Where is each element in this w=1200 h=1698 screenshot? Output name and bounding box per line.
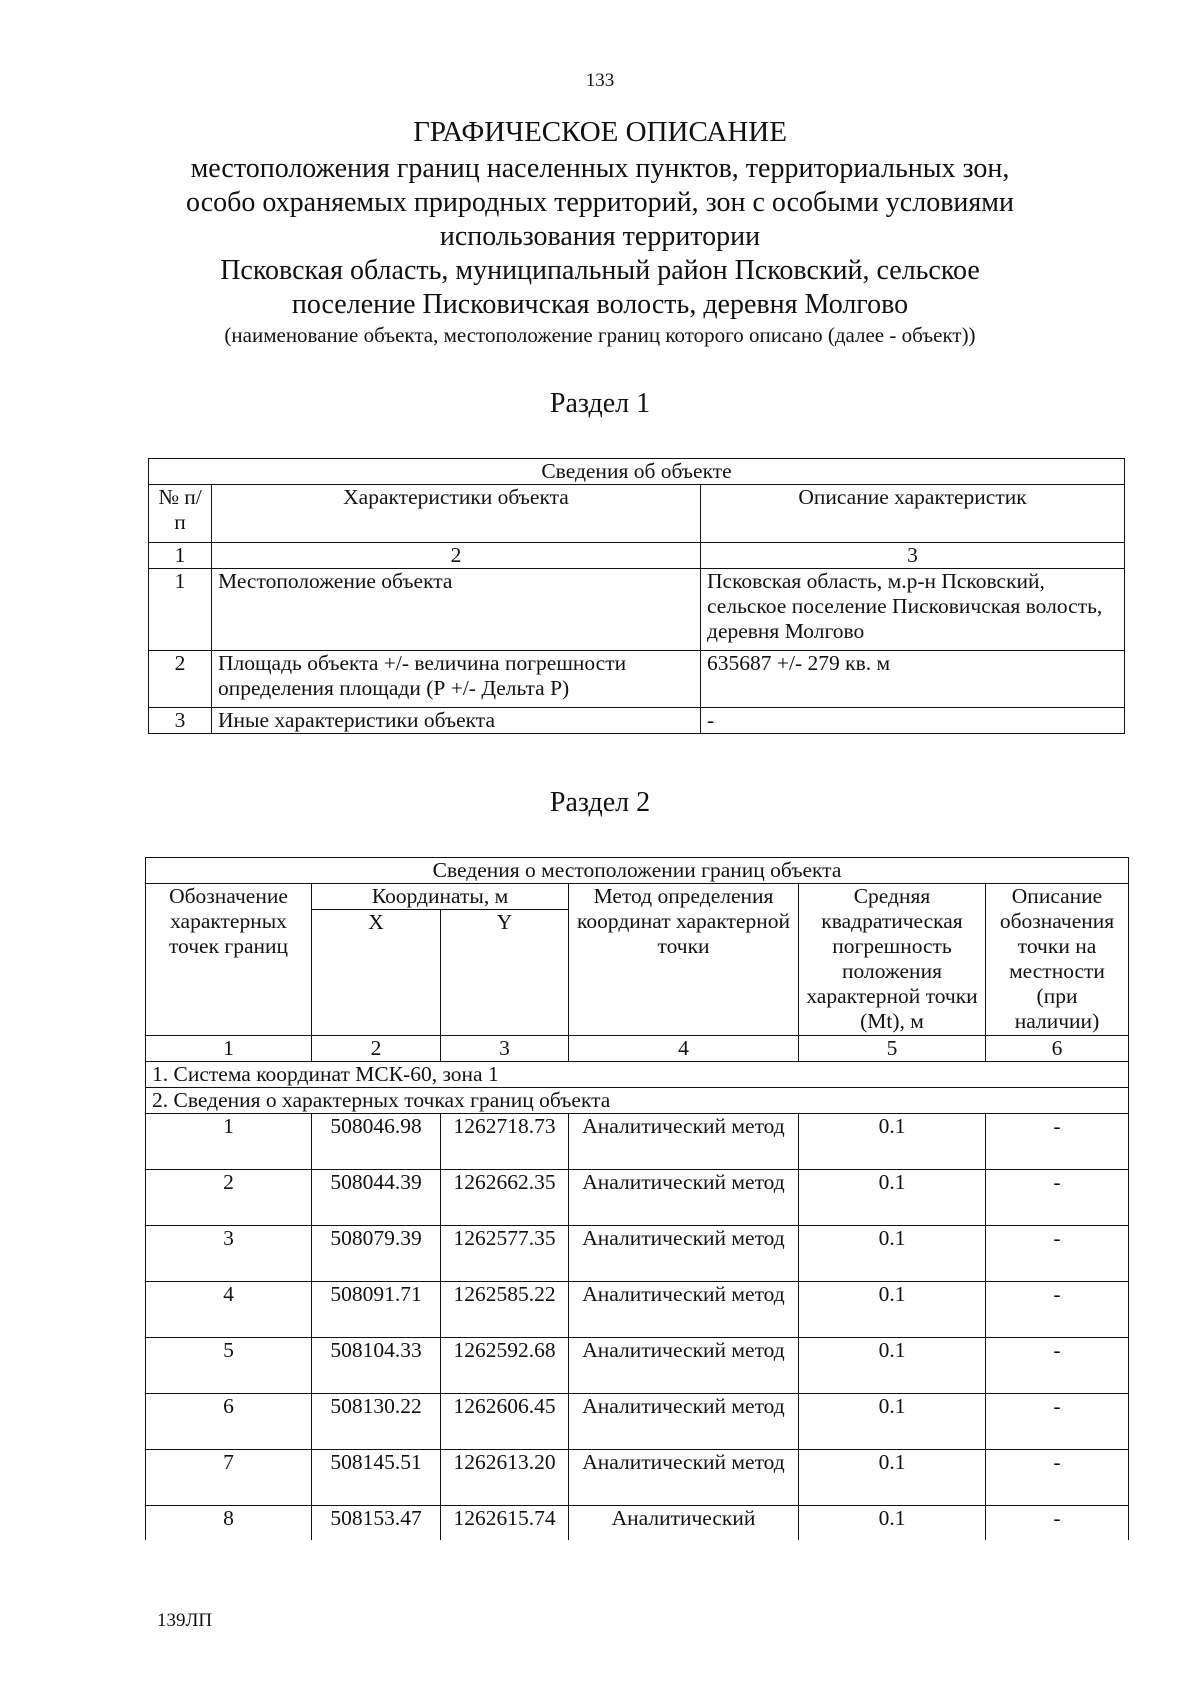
row-number: 2 [149, 651, 212, 708]
table-row [146, 1282, 1129, 1338]
col-number: 3 [441, 1036, 569, 1062]
point-number: 5 [146, 1338, 312, 1394]
point-number: 2 [146, 1170, 312, 1226]
point-y: 1262662.35 [441, 1170, 569, 1226]
header-coordinates: Координаты, м [312, 884, 569, 910]
point-number: 3 [146, 1226, 312, 1282]
point-mt: 0.1 [799, 1506, 986, 1540]
point-description: - [986, 1226, 1129, 1282]
point-method: Аналитический метод [569, 1114, 799, 1170]
header-characteristic: Характеристики объекта [212, 485, 701, 543]
point-x: 508091.71 [312, 1282, 441, 1338]
point-method: Аналитический [569, 1506, 799, 1540]
subtitle-line: поселение Писковичская волость, деревня Молгово [291, 289, 909, 320]
column-number-row [149, 543, 1125, 569]
point-number: 4 [146, 1282, 312, 1338]
coordinate-system: 1. Система координат МСК-60, зона 1 [146, 1062, 1129, 1088]
point-y: 1262585.22 [441, 1282, 569, 1338]
point-method: Аналитический метод [569, 1170, 799, 1226]
point-mt: 0.1 [799, 1170, 986, 1226]
col-number: 6 [986, 1036, 1129, 1062]
table-row [149, 569, 1125, 651]
system-row [146, 1062, 1129, 1088]
table-row [146, 1450, 1129, 1506]
boundary-points-table [145, 857, 1129, 1540]
point-y: 1262613.20 [441, 1450, 569, 1506]
point-method: Аналитический метод [569, 1394, 799, 1450]
table-header-row [149, 485, 1125, 543]
table-row [146, 1506, 1129, 1540]
point-y: 1262592.68 [441, 1338, 569, 1394]
document-title: ГРАФИЧЕСКОЕ ОПИСАНИЕ [413, 116, 787, 148]
subtitle-line: особо охраняемых природных территорий, зон с особыми условиями [186, 187, 1014, 218]
point-description: - [986, 1338, 1129, 1394]
footer-code: 139ЛП [157, 1610, 213, 1631]
point-mt: 0.1 [799, 1338, 986, 1394]
table-row [146, 1226, 1129, 1282]
point-x: 508145.51 [312, 1450, 441, 1506]
point-number: 1 [146, 1114, 312, 1170]
col-number: 1 [149, 543, 212, 569]
section1-heading: Раздел 1 [549, 388, 651, 419]
point-description: - [986, 1282, 1129, 1338]
point-description: - [986, 1394, 1129, 1450]
point-mt: 0.1 [799, 1450, 986, 1506]
point-mt: 0.1 [799, 1394, 986, 1450]
page-number: 133 [585, 70, 615, 91]
table-row [149, 708, 1125, 734]
table-row [149, 651, 1125, 708]
point-y: 1262577.35 [441, 1226, 569, 1282]
row-description: 635687 +/- 279 кв. м [701, 651, 1125, 708]
section2-heading: Раздел 2 [549, 787, 651, 818]
point-mt: 0.1 [799, 1282, 986, 1338]
point-number: 7 [146, 1450, 312, 1506]
col-number: 5 [799, 1036, 986, 1062]
point-mt: 0.1 [799, 1226, 986, 1282]
points-row [146, 1088, 1129, 1114]
point-method: Аналитический метод [569, 1338, 799, 1394]
point-x: 508153.47 [312, 1506, 441, 1540]
point-x: 508130.22 [312, 1394, 441, 1450]
point-method: Аналитический метод [569, 1282, 799, 1338]
column-number-row [146, 1036, 1129, 1062]
header-description: Описание характеристик [701, 485, 1125, 543]
point-mt: 0.1 [799, 1114, 986, 1170]
point-x: 508044.39 [312, 1170, 441, 1226]
document-subtitle [0, 152, 1200, 322]
table-title: Сведения об объекте [149, 459, 1125, 485]
col-number: 4 [569, 1036, 799, 1062]
header-error: Средняя квадратическая погрешность положения характерной точки (Mt), м [799, 884, 986, 1036]
table-header-row [146, 884, 1129, 910]
row-characteristic: Иные характеристики объекта [212, 708, 701, 734]
point-description: - [986, 1450, 1129, 1506]
col-number: 1 [146, 1036, 312, 1062]
point-description: - [986, 1170, 1129, 1226]
subtitle-line: Псковская область, муниципальный район Псковский, сельское [220, 255, 980, 286]
row-description: Псковская область, м.р-н Псковский, сельское поселение Писковичская волость, деревня Молгово [701, 569, 1125, 651]
table-title-row [149, 459, 1125, 485]
table-row [146, 1338, 1129, 1394]
header-y: Y [441, 910, 569, 1036]
table-row [146, 1114, 1129, 1170]
col-number: 2 [212, 543, 701, 569]
header-method: Метод определения координат характерной точки [569, 884, 799, 1036]
point-method: Аналитический метод [569, 1226, 799, 1282]
header-x: X [312, 910, 441, 1036]
row-characteristic: Местоположение объекта [212, 569, 701, 651]
table-title-row [146, 858, 1129, 884]
col-number: 2 [312, 1036, 441, 1062]
point-number: 6 [146, 1394, 312, 1450]
point-method: Аналитический метод [569, 1450, 799, 1506]
col-number: 3 [701, 543, 1125, 569]
header-point-description: Описание обозначения точки на местности (при наличии) [986, 884, 1129, 1036]
row-number: 3 [149, 708, 212, 734]
point-number: 8 [146, 1506, 312, 1540]
row-number: 1 [149, 569, 212, 651]
object-info-table [148, 458, 1125, 734]
subtitle-line: местоположения границ населенных пунктов, территориальных зон, [190, 153, 1010, 184]
header-number: № п/п [149, 485, 212, 543]
point-y: 1262606.45 [441, 1394, 569, 1450]
table-row [146, 1170, 1129, 1226]
point-description: - [986, 1114, 1129, 1170]
table-row [146, 1394, 1129, 1450]
point-y: 1262615.74 [441, 1506, 569, 1540]
point-x: 508079.39 [312, 1226, 441, 1282]
point-description: - [986, 1506, 1129, 1540]
points-heading: 2. Сведения о характерных точках границ объекта [146, 1088, 1129, 1114]
subtitle-line: использования территории [439, 221, 761, 252]
point-x: 508104.33 [312, 1338, 441, 1394]
row-description: - [701, 708, 1125, 734]
point-x: 508046.98 [312, 1114, 441, 1170]
subtitle-note: (наименование объекта, местоположение границ которого описано (далее - объект)) [224, 323, 976, 347]
row-characteristic: Площадь объекта +/- величина погрешности определения площади (Р +/- Дельта Р) [212, 651, 701, 708]
header-point: Обозначение характерных точек границ [146, 884, 312, 1036]
table-title: Сведения о местоположении границ объекта [146, 858, 1129, 884]
point-y: 1262718.73 [441, 1114, 569, 1170]
